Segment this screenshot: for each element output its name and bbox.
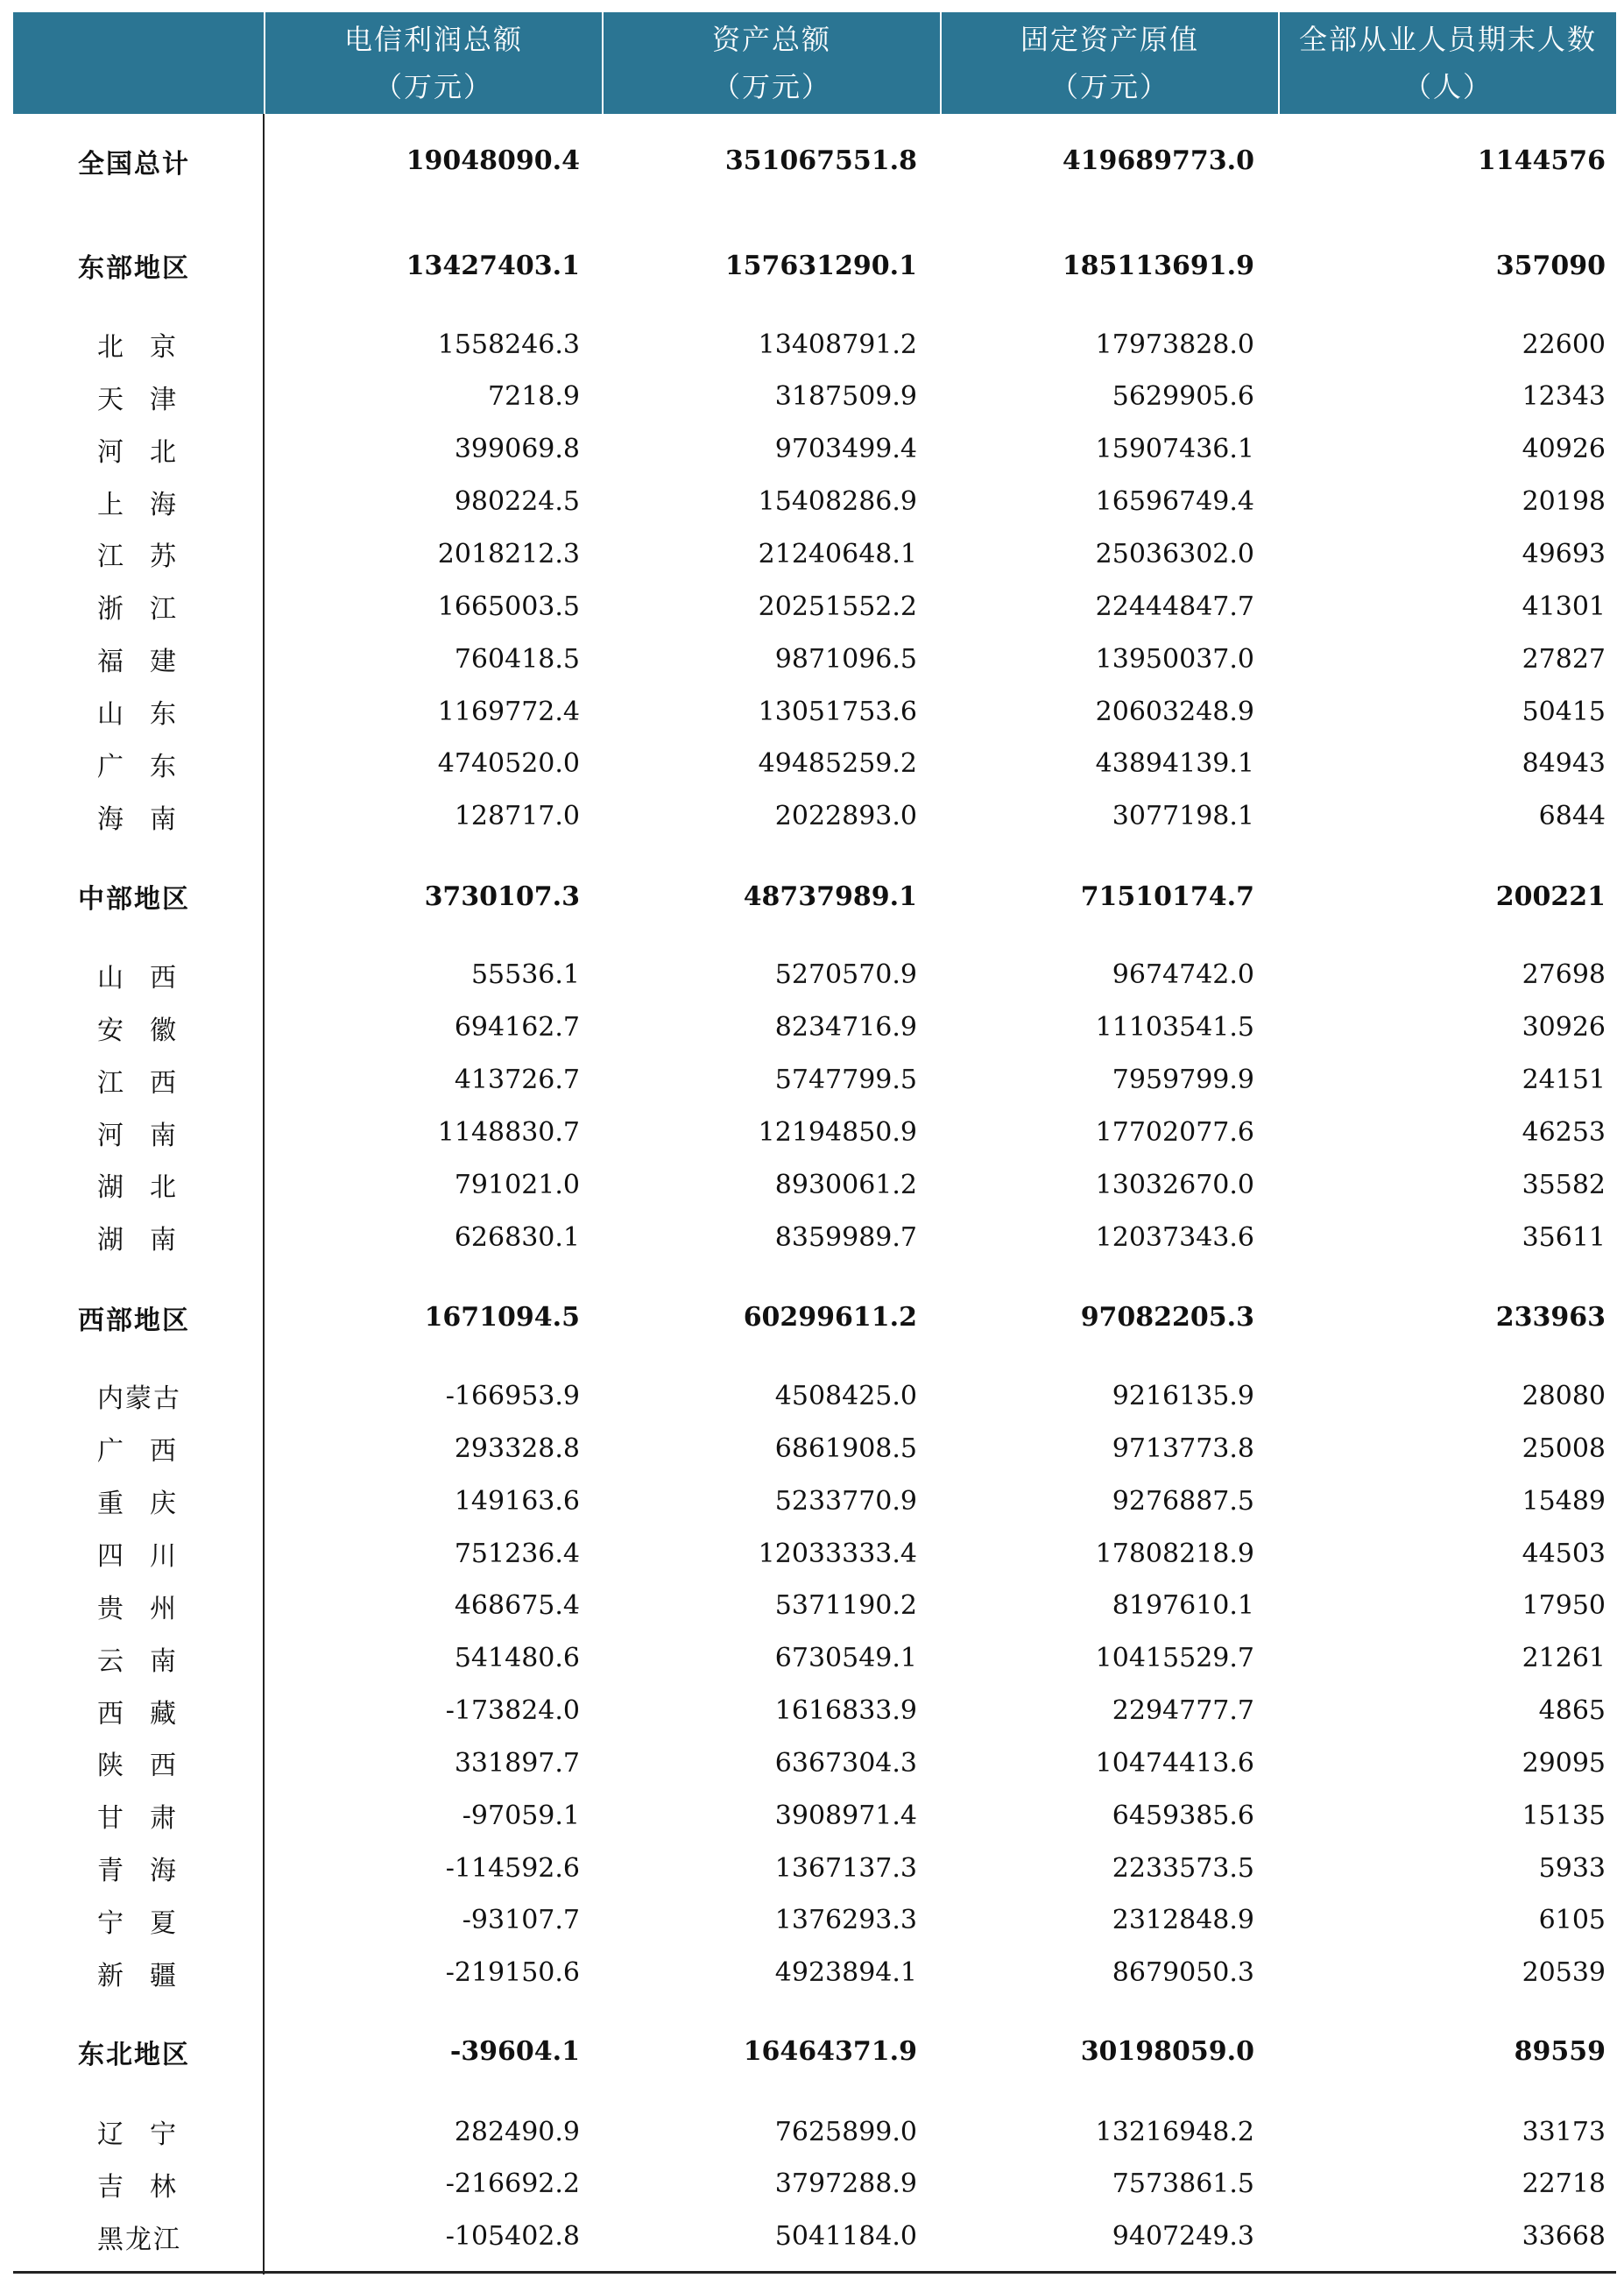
- telecom-profit-cell: -97059.1: [462, 1800, 580, 1831]
- telecom-profit-cell: 282490.9: [454, 2116, 580, 2147]
- row-label: 浙 江: [97, 594, 178, 626]
- fixed-assets-cell: 7959799.9: [1112, 1065, 1254, 1096]
- fixed-assets-cell: 17702077.6: [1095, 1117, 1254, 1149]
- row-label: 辽 宁: [97, 2119, 178, 2151]
- row-label: 海 南: [97, 803, 178, 835]
- employees-cell: 15135: [1522, 1800, 1606, 1831]
- row-label: 青 海: [97, 1856, 178, 1887]
- telecom-profit-cell: -219150.6: [445, 1957, 580, 1989]
- telecom-profit-cell: 751236.4: [454, 1538, 580, 1569]
- table-row: [13, 587, 1616, 626]
- fixed-assets-cell: 13216948.2: [1095, 2116, 1254, 2147]
- header-employees-unit: （人）: [1402, 70, 1493, 103]
- fixed-assets-cell: 97082205.3: [1080, 1302, 1254, 1334]
- row-label: 山 西: [97, 962, 178, 994]
- telecom-profit-cell: 293328.8: [454, 1433, 580, 1464]
- telecom-profit-cell: 55536.1: [470, 959, 580, 991]
- table-row: [13, 378, 1616, 416]
- total-assets-cell: 16464371.9: [743, 2036, 917, 2068]
- table-row: [13, 2112, 1616, 2151]
- telecom-profit-cell: 541480.6: [454, 1643, 580, 1674]
- row-label: 东部地区: [78, 253, 190, 285]
- row-label: 北 京: [97, 332, 178, 364]
- table-row: [13, 1061, 1616, 1100]
- row-label: 中部地区: [78, 884, 190, 916]
- table-row: [13, 745, 1616, 783]
- fixed-assets-cell: 2294777.7: [1112, 1695, 1254, 1727]
- fixed-assets-cell: 8679050.3: [1112, 1957, 1254, 1989]
- fixed-assets-cell: 2312848.9: [1112, 1905, 1254, 1936]
- employees-cell: 6105: [1538, 1905, 1606, 1936]
- total-assets-cell: 9703499.4: [774, 434, 917, 465]
- table-row: [13, 1482, 1616, 1520]
- total-assets-cell: 48737989.1: [743, 881, 917, 912]
- total-assets-cell: 15408286.9: [758, 486, 917, 518]
- total-assets-cell: 5041184.0: [774, 2221, 917, 2253]
- region-total-row: [13, 142, 1616, 180]
- telecom-profit-cell: -93107.7: [462, 1905, 580, 1936]
- total-assets-cell: 1616833.9: [774, 1695, 917, 1727]
- fixed-assets-cell: 9407249.3: [1112, 2221, 1254, 2253]
- table-row: [13, 2218, 1616, 2256]
- row-label: 天 津: [97, 384, 178, 415]
- fixed-assets-cell: 3077198.1: [1112, 801, 1254, 832]
- header-cell-employees: [1278, 12, 1616, 114]
- row-label: 甘 肃: [97, 1803, 178, 1835]
- header-telecom-profit-title: 电信利润总额: [343, 23, 523, 56]
- employees-cell: 41301: [1522, 591, 1606, 622]
- row-label: 云 南: [97, 1645, 178, 1677]
- row-label: 河 北: [97, 436, 178, 468]
- fixed-assets-cell: 9276887.5: [1112, 1485, 1254, 1517]
- employees-cell: 27698: [1522, 959, 1606, 991]
- employees-cell: 46253: [1522, 1117, 1606, 1149]
- total-assets-cell: 1367137.3: [774, 1852, 917, 1884]
- employees-cell: 24151: [1522, 1065, 1606, 1096]
- header-telecom-profit-unit: （万元）: [373, 70, 493, 103]
- telecom-profit-cell: 1665003.5: [437, 591, 580, 622]
- table-header: [13, 12, 1616, 114]
- header-fixed-assets-title: 固定资产原值: [1020, 23, 1199, 56]
- telecom-profit-cell: 19048090.4: [406, 145, 580, 177]
- row-label: 宁 夏: [97, 1907, 178, 1939]
- fixed-assets-cell: 43894139.1: [1095, 748, 1254, 780]
- total-assets-cell: 5233770.9: [774, 1485, 917, 1517]
- row-label: 西 藏: [97, 1698, 178, 1730]
- telecom-profit-cell: 331897.7: [454, 1747, 580, 1779]
- employees-cell: 21261: [1522, 1643, 1606, 1674]
- total-assets-cell: 351067551.8: [724, 145, 917, 177]
- employees-cell: 35611: [1522, 1221, 1606, 1253]
- row-label: 重 庆: [97, 1489, 178, 1520]
- total-assets-cell: 13051753.6: [758, 696, 917, 727]
- table-row: [13, 1639, 1616, 1678]
- fixed-assets-cell: 6459385.6: [1112, 1800, 1254, 1831]
- table-row: [13, 1008, 1616, 1047]
- total-assets-cell: 20251552.2: [758, 591, 917, 622]
- telecom-profit-cell: 1558246.3: [437, 329, 580, 360]
- table-row: [13, 1114, 1616, 1152]
- telecom-profit-cell: 1148830.7: [437, 1117, 580, 1149]
- row-label: 江 西: [97, 1067, 178, 1099]
- fixed-assets-cell: 15907436.1: [1095, 434, 1254, 465]
- row-label: 贵 州: [97, 1593, 178, 1624]
- total-assets-cell: 2022893.0: [774, 801, 917, 832]
- total-assets-cell: 5371190.2: [774, 1590, 917, 1622]
- employees-cell: 50415: [1522, 696, 1606, 727]
- fixed-assets-cell: 25036302.0: [1095, 538, 1254, 569]
- region-total-row: [13, 246, 1616, 285]
- telecom-profit-cell: 413726.7: [454, 1065, 580, 1096]
- table-row: [13, 2165, 1616, 2204]
- total-assets-cell: 157631290.1: [724, 250, 917, 281]
- fixed-assets-cell: 11103541.5: [1095, 1012, 1254, 1043]
- telecom-profit-cell: -216692.2: [445, 2168, 580, 2200]
- total-assets-cell: 6861908.5: [774, 1433, 917, 1464]
- fixed-assets-cell: 71510174.7: [1080, 881, 1254, 912]
- employees-cell: 20539: [1522, 1957, 1606, 1989]
- table-row: [13, 1744, 1616, 1782]
- table-row: [13, 1692, 1616, 1730]
- row-label: 东北地区: [78, 2039, 190, 2070]
- fixed-assets-cell: 13032670.0: [1095, 1169, 1254, 1200]
- employees-cell: 35582: [1522, 1169, 1606, 1200]
- employees-cell: 20198: [1522, 486, 1606, 518]
- employees-cell: 25008: [1522, 1433, 1606, 1464]
- employees-cell: 30926: [1522, 1012, 1606, 1043]
- total-assets-cell: 8359989.7: [774, 1221, 917, 1253]
- table-row: [13, 483, 1616, 521]
- employees-cell: 33173: [1522, 2116, 1606, 2147]
- employees-cell: 233963: [1495, 1302, 1606, 1334]
- table-row: [13, 1429, 1616, 1468]
- fixed-assets-cell: 16596749.4: [1095, 486, 1254, 518]
- total-assets-cell: 12194850.9: [758, 1117, 917, 1149]
- table-row: [13, 1796, 1616, 1835]
- table-row: [13, 325, 1616, 364]
- fixed-assets-cell: 10415529.7: [1095, 1643, 1254, 1674]
- fixed-assets-cell: 20603248.9: [1095, 696, 1254, 727]
- table-row: [13, 1376, 1616, 1415]
- employees-cell: 17950: [1522, 1590, 1606, 1622]
- row-label: 湖 南: [97, 1225, 178, 1256]
- telecom-profit-cell: 694162.7: [454, 1012, 580, 1043]
- telecom-profit-cell: 4740520.0: [437, 748, 580, 780]
- table-row: [13, 1165, 1616, 1204]
- fixed-assets-cell: 8197610.1: [1112, 1590, 1254, 1622]
- employees-cell: 84943: [1522, 748, 1606, 780]
- row-label: 山 东: [97, 699, 178, 731]
- employees-cell: 89559: [1514, 2036, 1606, 2068]
- table-row: [13, 1534, 1616, 1573]
- telecom-profit-cell: 128717.0: [454, 801, 580, 832]
- fixed-assets-cell: 5629905.6: [1112, 381, 1254, 413]
- row-label: 江 苏: [97, 541, 178, 573]
- header-cell-telecom-profit: [264, 12, 602, 114]
- telecom-profit-cell: 791021.0: [454, 1169, 580, 1200]
- table-row: [13, 640, 1616, 678]
- fixed-assets-cell: 17973828.0: [1095, 329, 1254, 360]
- region-total-row: [13, 2033, 1616, 2071]
- table-row: [13, 534, 1616, 573]
- telecom-profit-cell: 3730107.3: [424, 881, 580, 912]
- telecom-profit-cell: 626830.1: [454, 1221, 580, 1253]
- row-label: 广 东: [97, 751, 178, 782]
- region-total-row: [13, 1298, 1616, 1337]
- employees-cell: 1144576: [1477, 145, 1606, 177]
- total-assets-cell: 49485259.2: [758, 748, 917, 780]
- telecom-profit-cell: 468675.4: [454, 1590, 580, 1622]
- row-label: 内蒙古: [97, 1383, 181, 1415]
- employees-cell: 6844: [1538, 801, 1606, 832]
- telecom-profit-cell: 980224.5: [454, 486, 580, 518]
- total-assets-cell: 12033333.4: [758, 1538, 917, 1569]
- fixed-assets-cell: 9216135.9: [1112, 1380, 1254, 1411]
- fixed-assets-cell: 17808218.9: [1095, 1538, 1254, 1569]
- employees-cell: 22718: [1522, 2168, 1606, 2200]
- row-label: 西部地区: [78, 1305, 190, 1336]
- row-label: 湖 北: [97, 1172, 178, 1204]
- fixed-assets-cell: 7573861.5: [1112, 2168, 1254, 2200]
- row-label: 广 西: [97, 1436, 178, 1468]
- fixed-assets-cell: 30198059.0: [1080, 2036, 1254, 2068]
- header-total-assets-title: 资产总额: [711, 23, 831, 56]
- total-assets-cell: 3908971.4: [774, 1800, 917, 1831]
- header-total-assets-unit: （万元）: [711, 70, 831, 103]
- employees-cell: 12343: [1522, 381, 1606, 413]
- total-assets-cell: 1376293.3: [774, 1905, 917, 1936]
- telecom-profit-cell: 7218.9: [488, 381, 580, 413]
- employees-cell: 357090: [1495, 250, 1606, 281]
- total-assets-cell: 8234716.9: [774, 1012, 917, 1043]
- employees-cell: 27827: [1522, 643, 1606, 675]
- table-row: [13, 1954, 1616, 1992]
- row-label: 全国总计: [78, 148, 190, 180]
- total-assets-cell: 3797288.9: [774, 2168, 917, 2200]
- fixed-assets-cell: 9713773.8: [1112, 1433, 1254, 1464]
- table-row: [13, 1218, 1616, 1256]
- telecom-profit-cell: 760418.5: [454, 643, 580, 675]
- total-assets-cell: 13408791.2: [758, 329, 917, 360]
- telecom-profit-cell: -39604.1: [449, 2036, 580, 2068]
- telecom-profit-cell: -166953.9: [445, 1380, 580, 1411]
- row-label: 新 疆: [97, 1960, 178, 1991]
- row-label: 四 川: [97, 1541, 178, 1573]
- table-row: [13, 1587, 1616, 1625]
- employees-cell: 29095: [1522, 1747, 1606, 1779]
- table-row: [13, 797, 1616, 836]
- total-assets-cell: 5270570.9: [774, 959, 917, 991]
- total-assets-cell: 5747799.5: [774, 1065, 917, 1096]
- total-assets-cell: 3187509.9: [774, 381, 917, 413]
- total-assets-cell: 4508425.0: [774, 1380, 917, 1411]
- fixed-assets-cell: 12037343.6: [1095, 1221, 1254, 1253]
- employees-cell: 4865: [1538, 1695, 1606, 1727]
- total-assets-cell: 6367304.3: [774, 1747, 917, 1779]
- telecom-profit-cell: 1169772.4: [437, 696, 580, 727]
- total-assets-cell: 8930061.2: [774, 1169, 917, 1200]
- table-row: [13, 956, 1616, 994]
- row-label: 安 徽: [97, 1015, 178, 1046]
- telecom-profit-cell: -114592.6: [445, 1852, 580, 1884]
- row-label: 河 南: [97, 1120, 178, 1151]
- row-label: 陕 西: [97, 1751, 178, 1782]
- total-assets-cell: 7625899.0: [774, 2116, 917, 2147]
- telecom-profit-cell: 2018212.3: [437, 538, 580, 569]
- employees-cell: 200221: [1495, 881, 1606, 912]
- fixed-assets-cell: 419689773.0: [1062, 145, 1254, 177]
- total-assets-cell: 60299611.2: [743, 1302, 917, 1334]
- employees-cell: 15489: [1522, 1485, 1606, 1517]
- header-cell-region: [13, 12, 264, 114]
- row-label: 上 海: [97, 489, 178, 520]
- employees-cell: 28080: [1522, 1380, 1606, 1411]
- telecom-profit-cell: 149163.6: [454, 1485, 580, 1517]
- employees-cell: 49693: [1522, 538, 1606, 569]
- row-label: 黑龙江: [97, 2224, 181, 2255]
- row-label: 吉 林: [97, 2171, 178, 2203]
- table-row: [13, 1901, 1616, 1940]
- telecom-profit-cell: 13427403.1: [406, 250, 580, 281]
- table-row: [13, 1849, 1616, 1887]
- header-cell-total-assets: [602, 12, 940, 114]
- header-fixed-assets-unit: （万元）: [1049, 70, 1169, 103]
- row-label: 福 建: [97, 647, 178, 678]
- total-assets-cell: 4923894.1: [774, 1957, 917, 1989]
- total-assets-cell: 6730549.1: [774, 1643, 917, 1674]
- total-assets-cell: 21240648.1: [758, 538, 917, 569]
- employees-cell: 44503: [1522, 1538, 1606, 1569]
- region-total-row: [13, 877, 1616, 916]
- table-row: [13, 692, 1616, 731]
- telecom-profit-cell: -105402.8: [445, 2221, 580, 2253]
- header-employees-title: 全部从业人员期末人数: [1298, 23, 1597, 56]
- telecom-profit-cell: 399069.8: [454, 434, 580, 465]
- employees-cell: 33668: [1522, 2221, 1606, 2253]
- fixed-assets-cell: 22444847.7: [1095, 591, 1254, 622]
- telecom-profit-cell: 1671094.5: [424, 1302, 580, 1334]
- employees-cell: 22600: [1522, 329, 1606, 360]
- fixed-assets-cell: 9674742.0: [1112, 959, 1254, 991]
- employees-cell: 5933: [1538, 1852, 1606, 1884]
- header-cell-fixed-assets: [940, 12, 1278, 114]
- total-assets-cell: 9871096.5: [774, 643, 917, 675]
- fixed-assets-cell: 13950037.0: [1095, 643, 1254, 675]
- table-row: [13, 430, 1616, 469]
- fixed-assets-cell: 10474413.6: [1095, 1747, 1254, 1779]
- employees-cell: 40926: [1522, 434, 1606, 465]
- fixed-assets-cell: 2233573.5: [1112, 1852, 1254, 1884]
- statistics-table: [13, 12, 1616, 2274]
- fixed-assets-cell: 185113691.9: [1062, 250, 1254, 281]
- table-bottom-rule: [13, 2271, 1616, 2274]
- telecom-profit-cell: -173824.0: [445, 1695, 580, 1727]
